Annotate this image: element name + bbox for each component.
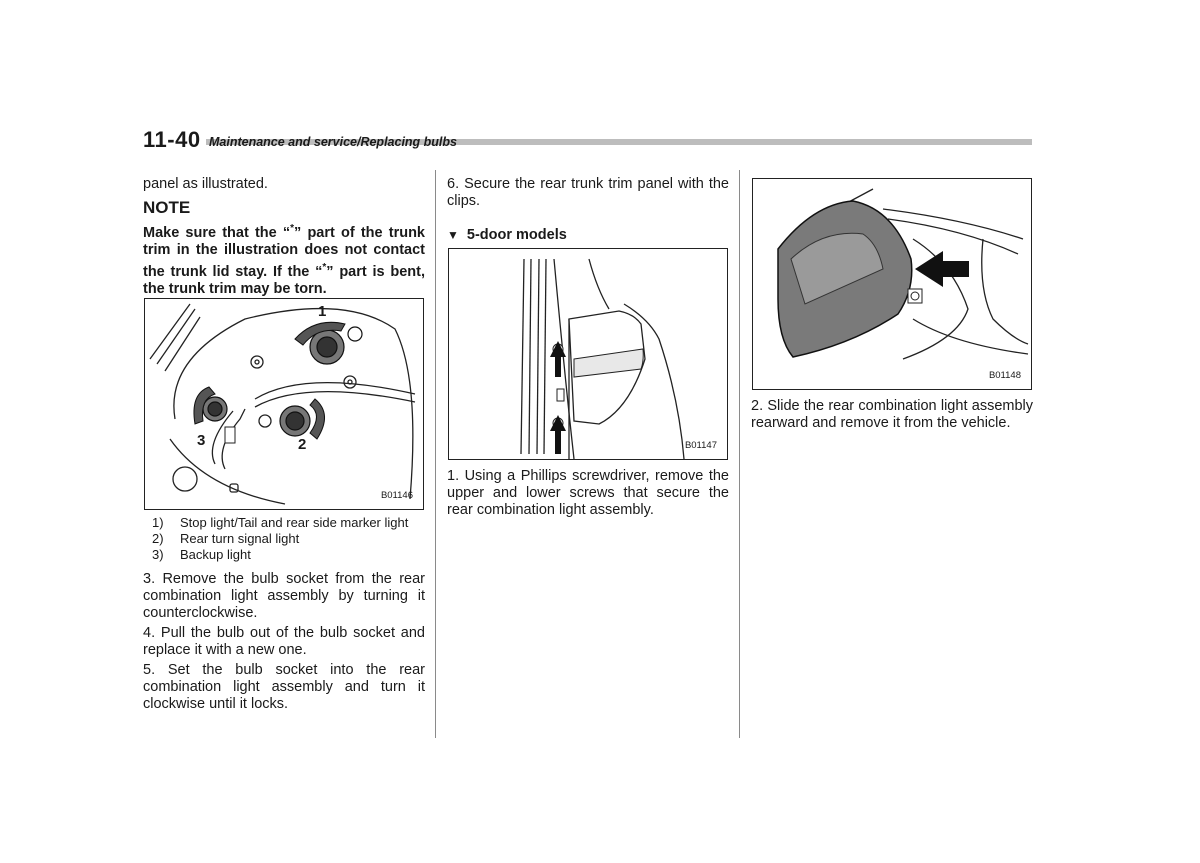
callout-1: 1 bbox=[318, 303, 327, 320]
figure-legend bbox=[143, 515, 425, 563]
note-title: NOTE bbox=[143, 198, 191, 217]
legend-item bbox=[143, 531, 425, 547]
slide-light-illustration bbox=[753, 179, 1031, 389]
column-divider bbox=[435, 170, 436, 738]
heading-text: 5-door models bbox=[466, 227, 567, 243]
heading-5-door bbox=[447, 227, 729, 244]
column-1-lower bbox=[143, 515, 425, 716]
step-3: 3. Remove the bulb socket from the rear combination light assembly by turning it counterclockwise. bbox=[143, 571, 425, 621]
column-3 bbox=[751, 398, 1033, 435]
legend-num: 2) bbox=[152, 531, 164, 546]
note-star: * bbox=[290, 223, 295, 234]
legend-item bbox=[143, 547, 425, 563]
figure-5door-screws bbox=[448, 248, 728, 460]
callout-3: 3 bbox=[197, 432, 206, 449]
figure-code: B01147 bbox=[684, 440, 717, 451]
column-2 bbox=[447, 176, 729, 244]
figure-slide-light bbox=[752, 178, 1032, 390]
note-star: * bbox=[322, 261, 327, 273]
figure-code: B01146 bbox=[380, 490, 413, 501]
intro-text: panel as illustrated. bbox=[143, 176, 268, 192]
legend-item bbox=[143, 515, 425, 531]
column-2-lower bbox=[447, 468, 729, 522]
column-divider bbox=[739, 170, 740, 738]
legend-text: Backup light bbox=[180, 547, 251, 562]
bulb-socket-illustration bbox=[145, 299, 423, 509]
column-1 bbox=[143, 176, 425, 301]
step-1: 1. Using a Phillips screwdriver, remove the upper and lower screws that secure the rear combination light assembly. bbox=[447, 468, 729, 518]
legend-text: Stop light/Tail and rear side marker light bbox=[180, 515, 409, 530]
step-4: 4. Pull the bulb out of the bulb socket and replace it with a new one. bbox=[143, 625, 425, 658]
legend-num: 1) bbox=[152, 515, 164, 530]
triangle-icon: ▼ bbox=[447, 228, 459, 242]
note-text: ” part of the trunk trim in the illustration does not contact the trunk lid stay. If the “ bbox=[143, 224, 425, 280]
screws-illustration bbox=[449, 249, 727, 459]
note-body bbox=[143, 220, 425, 298]
note-text: ” part is bent, the trunk trim may be torn. bbox=[143, 263, 425, 297]
figure-bulb-sockets bbox=[144, 298, 424, 510]
note-text: Make sure that the “ bbox=[143, 224, 291, 241]
figure-code: B01148 bbox=[988, 370, 1021, 381]
section-title: Maintenance and service/Replacing bulbs bbox=[209, 135, 457, 149]
legend-num: 3) bbox=[152, 547, 164, 562]
page-number: 11-40 bbox=[143, 127, 201, 152]
legend-text: Rear turn signal light bbox=[180, 531, 300, 546]
callout-2: 2 bbox=[298, 436, 307, 453]
step-6: 6. Secure the rear trunk trim panel with the clips. bbox=[447, 176, 729, 209]
step-2: 2. Slide the rear combination light assembly rearward and remove it from the vehicle. bbox=[751, 398, 1033, 431]
step-5: 5. Set the bulb socket into the rear combination light assembly and turn it clockwise until it locks. bbox=[143, 662, 425, 712]
